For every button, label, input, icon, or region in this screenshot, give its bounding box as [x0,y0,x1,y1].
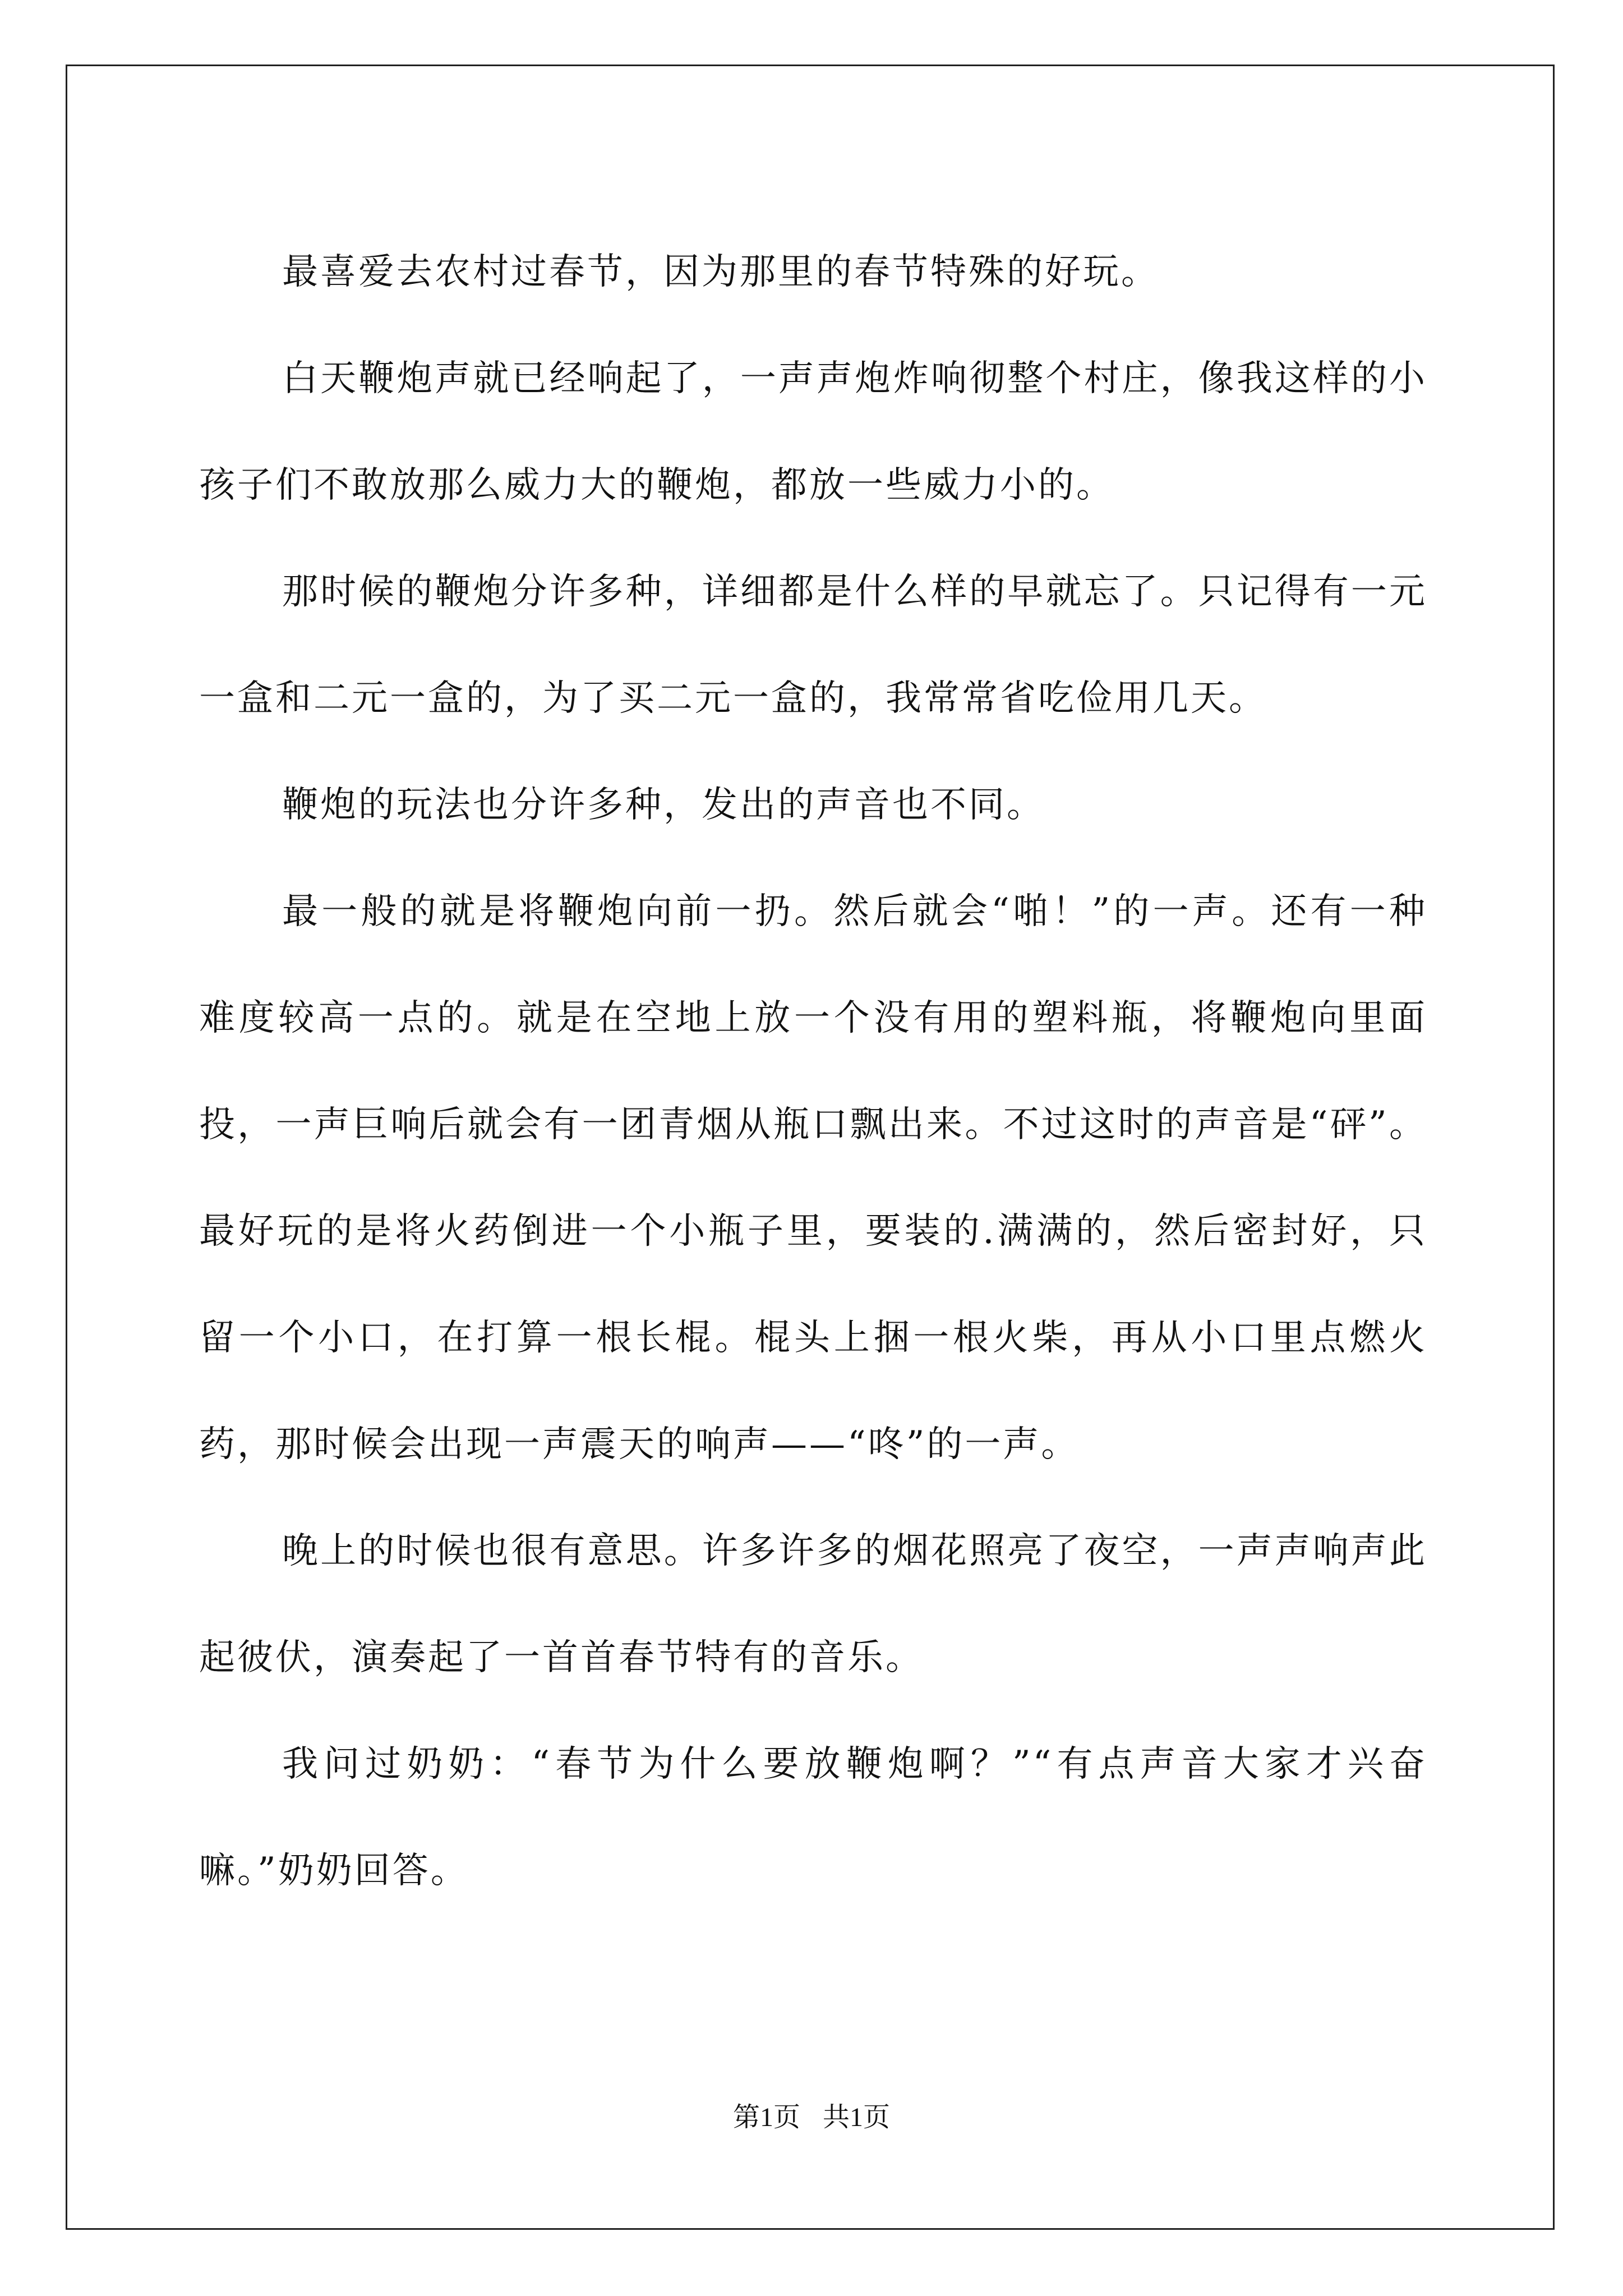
paragraph: 晚上的时候也很有意思。许多许多的烟花照亮了夜空，一声声响声此起彼伏，演奏起了一首首春节特有的音乐。 [199,1530,1427,1678]
paragraph: 最一般的就是将鞭炮向前一扔。然后就会“啪！”的一声。还有一种难度较高一点的。就是在空地上放一个没有用的塑料瓶，将鞭炮向里面投，一声巨响后就会有一团青烟从瓶口飘出来。不过这时的声音是“砰”。最好玩的是将火药倒进一个小瓶子里，要装的.满满的，然后密封好，只留一个小口，在打算一根长棍。棍头上捆一根火柴，再从小口里点燃火药，那时候会出现一声震天的响声——“咚”的一声。 [199,891,1427,1465]
page-total: 共1页 [823,2102,891,2132]
page-footer [0,2095,1623,2134]
paragraph: 那时候的鞭炮分许多种，详细都是什么样的早就忘了。只记得有一元一盒和二元一盒的，为了买二元一盒的，我常常省吃俭用几天。 [199,571,1427,719]
paragraph: 最喜爱去农村过春节，因为那里的春节特殊的好玩。 [282,251,1159,293]
paragraph: 白天鞭炮声就已经响起了，一声声炮炸响彻整个村庄，像我这样的小孩子们不敢放那么威力大的鞭炮，都放一些威力小的。 [199,358,1427,506]
paragraph: 鞭炮的玩法也分许多种，发出的声音也不同。 [282,784,1045,826]
document-body [199,219,1427,1924]
page-number: 第1页 [732,2102,800,2132]
paragraph: 我问过奶奶：“春节为什么要放鞭炮啊？”“有点声音大家才兴奋嘛。”奶奶回答。 [199,1743,1427,1892]
